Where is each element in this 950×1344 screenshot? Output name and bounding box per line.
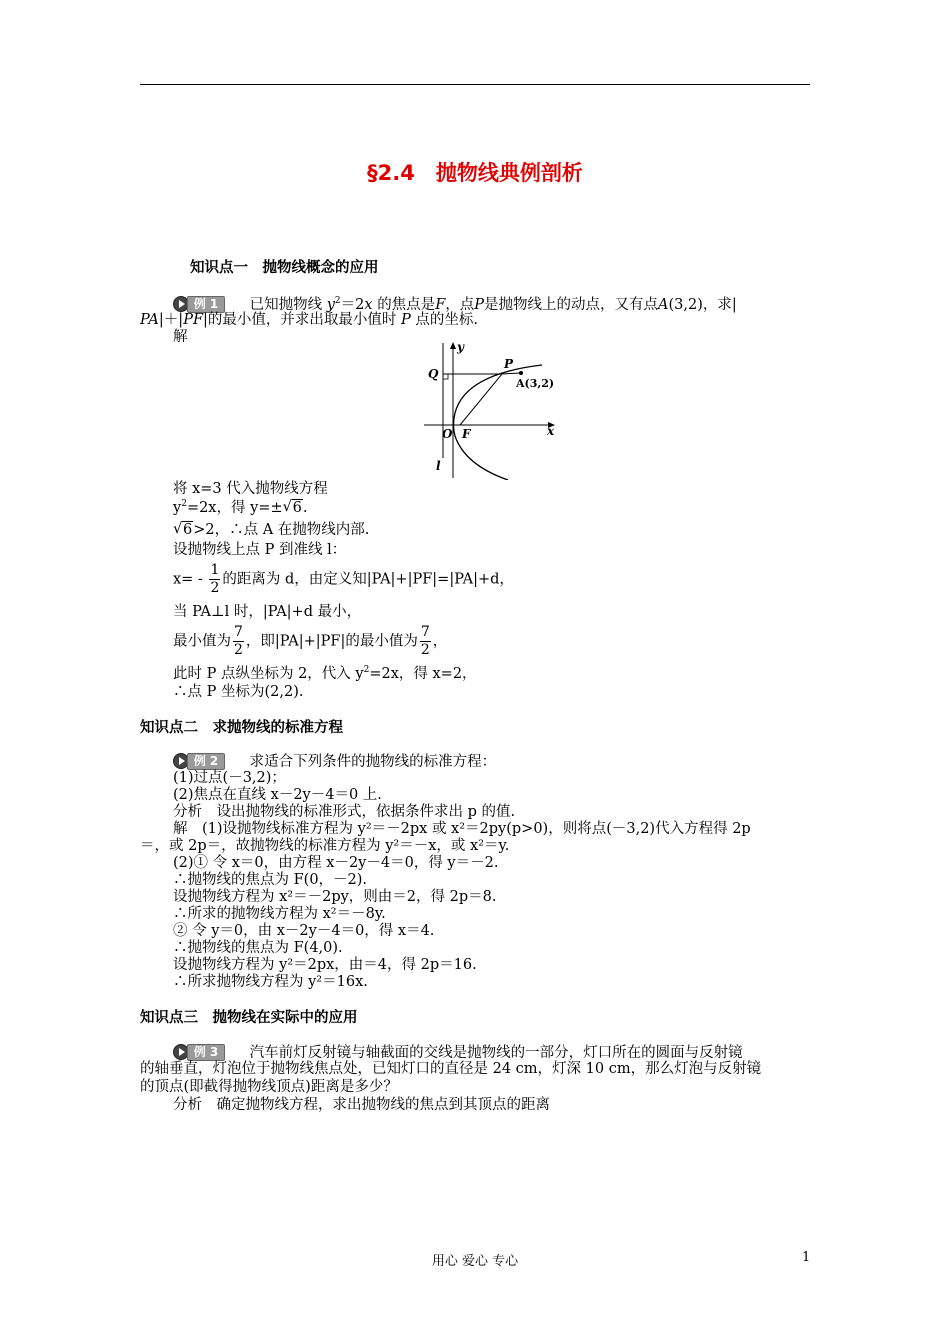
- label-l: l: [436, 459, 441, 473]
- example-3-line-3: 的顶点(即截得抛物线顶点)距离是多少？: [140, 1079, 398, 1095]
- example-2-sol-6: ∴所求的抛物线方程为 x²＝－8y.: [173, 906, 386, 922]
- label-y: y: [457, 340, 464, 354]
- example-2-badge: 例 2: [173, 752, 225, 769]
- example-2-cond-2: (2)焦点在直线 x－2y－4＝0 上.: [173, 787, 382, 803]
- label-p: P: [504, 357, 514, 371]
- parabola-diagram: [420, 340, 560, 480]
- example-2-sol-4: ∴抛物线的焦点为 F(0，－2).: [173, 872, 368, 888]
- fraction-seven-halves: $\frac{7}{2}$: [234, 624, 243, 658]
- pa-segment: [502, 373, 521, 374]
- example-2-sol-1: 解 (1)设抛物线标准方程为 y²＝－2px 或 x²＝2py(p>0)，则将点(－3,2)代入方程得 2p: [173, 821, 751, 837]
- label-q: Q: [428, 367, 439, 381]
- example-2-cond-1: (1)过点(－3,2)；: [173, 770, 286, 786]
- example-2-sol-10: ∴所求抛物线方程为 y²＝16x.: [173, 974, 368, 990]
- example-2-sol-8: ∴抛物线的焦点为 F(4,0).: [173, 940, 343, 956]
- solution-label: 解: [173, 329, 188, 345]
- example-2-line-1: 例 2 求适合下列条件的抛物线的标准方程：: [173, 752, 496, 771]
- footer-text: 用心 爱心 专心: [431, 1254, 519, 1269]
- page-title: §2.4 抛物线典例剖析: [367, 161, 583, 185]
- header-rule: [140, 84, 810, 85]
- solution-1-line-1: 将 x=3 代入抛物线方程: [173, 481, 328, 497]
- label-a: A(3,2): [516, 377, 555, 390]
- solution-1-line-8: 此时 P 点纵坐标为 2，代入 $y^2=2x$，得 x=2，: [173, 665, 477, 682]
- example-1-line-2: PA|＋|PF|的最小值，并求出取最小值时 P 点的坐标.: [140, 312, 478, 328]
- fraction-seven-halves-2: $\frac{7}{2}$: [420, 624, 430, 658]
- solution-1-line-4: 设抛物线上点 P 到准线 l：: [173, 542, 347, 558]
- solution-1-line-6: 当 PA⊥l 时，|PA|+d 最小，: [173, 604, 362, 620]
- example-1-line-1: 例 1 已知抛物线 $y^2=2x$ 的焦点是F，点P是抛物线上的动点，又有点A(3,2)，求|: [173, 295, 737, 314]
- example-3-badge: 例 3: [173, 1043, 225, 1060]
- example-2-sol-2: ＝，或 2p＝，故抛物线的标准方程为 y²＝－x，或 x²＝y.: [140, 838, 510, 854]
- solution-1-line-7: 最小值为 $\frac{7}{2}$ ，即|PA|+|PF|的最小值为 $\frac{7}{2}$ ，: [173, 624, 448, 658]
- example-1-badge: 例 1: [173, 295, 225, 312]
- example-3-line-1: 例 3 汽车前灯反射镜与轴截面的交线是抛物线的一部分，灯口所在的圆面与反射镜: [173, 1043, 743, 1062]
- solution-1-line-5: x= - $\frac{1}{2}$ 的距离为 d，由定义知|PA|+|PF|=|PA|+d，: [173, 562, 514, 596]
- solution-1-line-9: ∴点 P 坐标为(2,2).: [173, 684, 304, 700]
- example-2-sol-3: (2)① 令 x＝0，由方程 x－2y－4＝0，得 y＝－2.: [173, 855, 499, 871]
- point-a: [519, 371, 523, 375]
- label-f: F: [462, 427, 471, 441]
- section-heading-1: 知识点一 抛物线概念的应用: [190, 260, 379, 276]
- y-axis-arrow: [450, 342, 456, 349]
- example-3-line-2: 的轴垂直，灯泡位于抛物线焦点处，已知灯口的直径是 24 cm，灯深 10 cm，那么灯泡与反射镜: [140, 1061, 762, 1077]
- solution-1-line-3: √ 6>2，∴点 A 在抛物线内部.: [173, 522, 369, 539]
- example-3-analysis: 分析 确定抛物线方程，求出抛物线的焦点到其顶点的距离: [173, 1097, 550, 1113]
- example-2-sol-5: 设抛物线方程为 x²＝－2py，则由＝2，得 2p＝8.: [173, 889, 497, 905]
- solution-1-line-2: $y^2=2x$，得 y=±√ 6.: [173, 500, 307, 517]
- label-x: x: [547, 424, 555, 438]
- section-heading-3: 知识点三 抛物线在实际中的应用: [140, 1010, 358, 1026]
- section-heading-2: 知识点二 求抛物线的标准方程: [140, 720, 343, 736]
- fraction-one-half: $\frac{1}{2}$: [210, 562, 220, 596]
- example-2-sol-9: 设抛物线方程为 y²＝2px，由＝4，得 2p＝16.: [173, 957, 477, 973]
- right-angle-mark: [443, 374, 448, 379]
- label-o: O: [442, 427, 453, 441]
- example-2-sol-7: ② 令 y＝0，由 x－2y－4＝0，得 x＝4.: [173, 923, 435, 939]
- page-number: 1: [802, 1250, 811, 1265]
- example-2-analysis: 分析 设出抛物线的标准形式，依据条件求出 p 的值.: [173, 804, 516, 820]
